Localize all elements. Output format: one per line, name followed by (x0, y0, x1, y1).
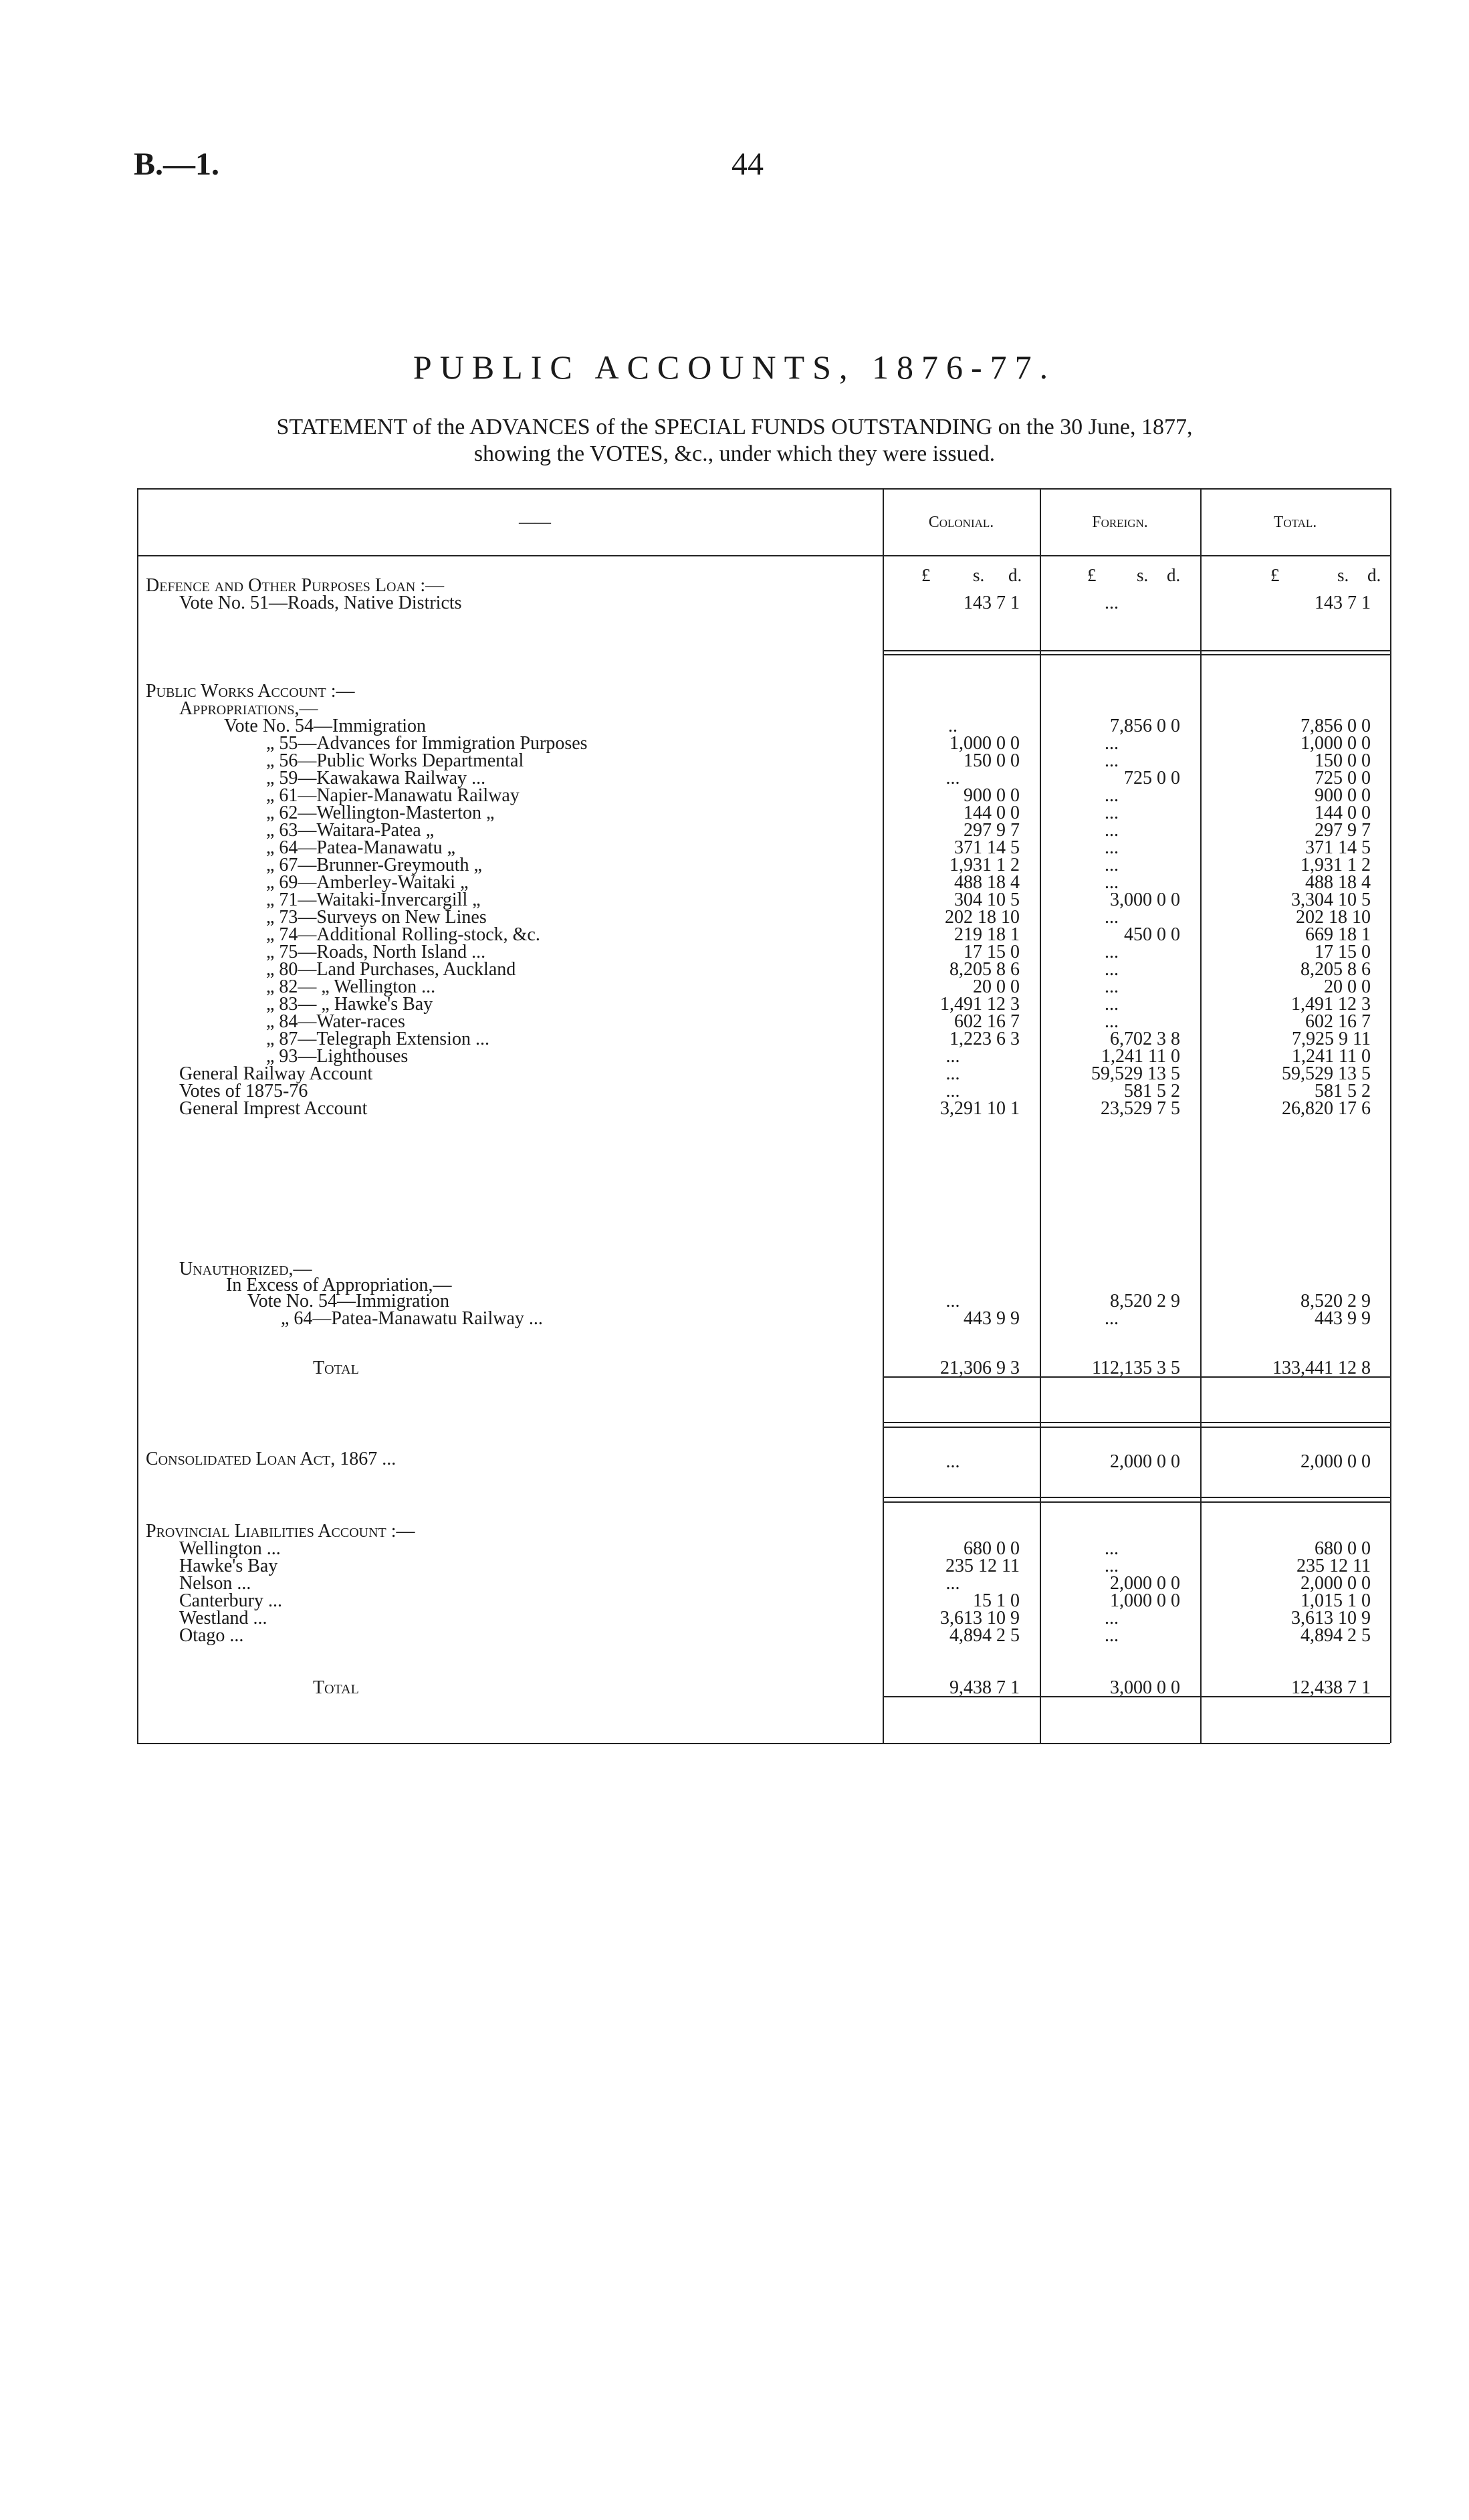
cell-colonial: 443 9 9 (964, 1308, 1020, 1329)
col-total: Total. (1273, 514, 1317, 531)
cell-foreign: 1,241 11 0 (1101, 1046, 1180, 1067)
row-label: „ 87—Telegraph Extension ... (266, 1029, 489, 1049)
cell-colonial: 202 18 10 (945, 907, 1020, 928)
cell-total: 144 0 0 (1315, 803, 1371, 823)
cell-foreign: 7,856 0 0 (1110, 716, 1180, 736)
cell-total: 4,894 2 5 (1301, 1625, 1371, 1646)
cell-colonial: ... (945, 1291, 960, 1311)
unit-pound: £ (1270, 565, 1280, 585)
row-label: General Imprest Account (179, 1098, 368, 1119)
cell-total: 1,491 12 3 (1291, 994, 1371, 1015)
page-number: 44 (731, 146, 764, 182)
cell-total: 7,925 9 11 (1292, 1029, 1371, 1049)
table-row (0, 1677, 1469, 1699)
cell-foreign: ... (1105, 942, 1119, 962)
cell-foreign: ... (1105, 837, 1119, 858)
cell-colonial: 144 0 0 (964, 803, 1020, 823)
cell-total: 2,000 0 0 (1301, 1451, 1371, 1472)
cell-foreign: ... (1105, 855, 1119, 875)
row-label: Hawke's Bay (179, 1556, 278, 1576)
cell-total: 17 15 0 (1315, 942, 1371, 962)
unit-shilling: s. (973, 565, 985, 585)
cell-total: 371 14 5 (1305, 837, 1371, 858)
cell-foreign: ... (1105, 750, 1119, 771)
cell-colonial: 235 12 11 (945, 1556, 1020, 1576)
cell-total: 297 9 7 (1315, 820, 1371, 841)
cell-colonial: 488 18 4 (954, 872, 1020, 893)
cell-total: 26,820 17 6 (1282, 1098, 1371, 1119)
cell-total: 12,438 7 1 (1291, 1677, 1371, 1698)
row-label: Nelson ... (179, 1573, 251, 1594)
cell-foreign: ... (1105, 593, 1119, 613)
row-label: „ 82— „ Wellington ... (266, 976, 436, 997)
cell-foreign: 725 0 0 (1124, 768, 1180, 789)
row-label: „ 55—Advances for Immigration Purposes (266, 733, 588, 754)
cell-colonial: 17 15 0 (964, 942, 1020, 962)
row-label: „ 71—Waitaki-Invercargill „ (266, 889, 481, 910)
row-label: Votes of 1875-76 (179, 1081, 308, 1101)
cell-colonial: 9,438 7 1 (949, 1677, 1020, 1698)
page-title: PUBLIC ACCOUNTS, 1876-77. (413, 348, 1056, 386)
cell-foreign: ... (1105, 803, 1119, 823)
row-label: „ 93—Lighthouses (266, 1046, 409, 1067)
cell-total: 202 18 10 (1296, 907, 1371, 928)
cell-total: 143 7 1 (1315, 593, 1371, 613)
cell-foreign: ... (1105, 994, 1119, 1015)
row-label: „ 62—Wellington-Masterton „ (266, 803, 495, 823)
row-label: „ 75—Roads, North Island ... (266, 942, 486, 962)
cell-foreign: ... (1105, 1011, 1119, 1032)
cell-total: 1,241 11 0 (1292, 1046, 1371, 1067)
table-row (0, 1358, 1469, 1379)
cell-total: 443 9 9 (1315, 1308, 1371, 1329)
cell-total: 20 0 0 (1324, 976, 1371, 997)
cell-foreign: 2,000 0 0 (1110, 1451, 1180, 1472)
cell-colonial: .. (948, 716, 957, 736)
table-row (0, 593, 1469, 614)
row-label: Westland ... (179, 1608, 267, 1629)
cell-colonial: 304 10 5 (954, 889, 1020, 910)
cell-total: 150 0 0 (1315, 750, 1371, 771)
row-label: „ 61—Napier-Manawatu Railway (266, 785, 520, 806)
cell-colonial: 15 1 0 (973, 1590, 1020, 1611)
cell-foreign: 112,135 3 5 (1092, 1358, 1180, 1378)
cell-colonial: 8,205 8 6 (949, 959, 1020, 980)
cell-colonial: 900 0 0 (964, 785, 1020, 806)
cell-colonial: 4,894 2 5 (949, 1625, 1020, 1646)
section-heading: Appropriations,— (179, 698, 318, 719)
cell-total: 602 16 7 (1305, 1011, 1371, 1032)
cell-colonial: 3,291 10 1 (940, 1098, 1020, 1119)
cell-foreign: ... (1105, 1308, 1119, 1329)
cell-colonial: ... (945, 1573, 960, 1594)
cell-foreign: 6,702 3 8 (1110, 1029, 1180, 1049)
col-foreign: Foreign. (1092, 514, 1148, 531)
row-label: „ 80—Land Purchases, Auckland (266, 959, 516, 980)
row-label: „ 63—Waitara-Patea „ (266, 820, 435, 841)
cell-foreign: 2,000 0 0 (1110, 1573, 1180, 1594)
row-label: „ 56—Public Works Departmental (266, 750, 524, 771)
unit-pound: £ (1087, 565, 1097, 585)
row-label: „ 67—Brunner-Greymouth „ (266, 855, 482, 875)
table-row (0, 1625, 1469, 1647)
cell-total: 235 12 11 (1296, 1556, 1371, 1576)
cell-colonial: 1,223 6 3 (949, 1029, 1020, 1049)
row-label: „ 73—Surveys on New Lines (266, 907, 487, 928)
row-label: „ 64—Patea-Manawatu „ (266, 837, 455, 858)
cell-total: 1,931 1 2 (1301, 855, 1371, 875)
subtitle-line-1: STATEMENT of the ADVANCES of the SPECIAL FUNDS OUTSTANDING on the 30 June, 1877, (276, 415, 1193, 439)
section-heading: Public Works Account :— (146, 681, 355, 702)
row-label: „ 83— „ Hawke's Bay (266, 994, 433, 1015)
row-label: „ 84—Water-races (266, 1011, 405, 1032)
cell-colonial: ... (945, 1081, 960, 1101)
cell-colonial: 21,306 9 3 (940, 1358, 1020, 1378)
cell-total: 7,856 0 0 (1301, 716, 1371, 736)
row-label: Canterbury ... (179, 1590, 282, 1611)
cell-colonial: 1,000 0 0 (949, 733, 1020, 754)
cell-colonial: 150 0 0 (964, 750, 1020, 771)
cell-total: 900 0 0 (1315, 785, 1371, 806)
row-label: „ 64—Patea-Manawatu Railway ... (281, 1308, 543, 1329)
unit-pence: d. (1008, 565, 1022, 585)
cell-colonial: 20 0 0 (973, 976, 1020, 997)
cell-foreign: ... (1105, 1608, 1119, 1629)
unit-pence: d. (1367, 565, 1381, 585)
cell-total: 1,000 0 0 (1301, 733, 1371, 754)
row-label: Vote No. 54—Immigration (224, 716, 427, 736)
cell-colonial: ... (945, 768, 960, 789)
cell-foreign: ... (1105, 907, 1119, 928)
cell-total: 133,441 12 8 (1272, 1358, 1371, 1378)
cell-colonial: ... (945, 1063, 960, 1084)
cell-foreign: ... (1105, 733, 1119, 754)
cell-total: 581 5 2 (1315, 1081, 1371, 1101)
row-label: General Railway Account (179, 1063, 373, 1084)
cell-colonial: ... (945, 1451, 960, 1472)
row-label: Vote No. 54—Immigration (247, 1291, 450, 1311)
cell-foreign: ... (1105, 976, 1119, 997)
cell-colonial: ... (945, 1046, 960, 1067)
cell-total: 2,000 0 0 (1301, 1573, 1371, 1594)
row-label: Vote No. 51—Roads, Native Districts (179, 593, 462, 613)
cell-total: 680 0 0 (1315, 1538, 1371, 1559)
cell-total: 8,205 8 6 (1301, 959, 1371, 980)
cell-foreign: ... (1105, 959, 1119, 980)
cell-colonial: 602 16 7 (954, 1011, 1020, 1032)
table-row (0, 1098, 1469, 1120)
section-heading: Defence and Other Purposes Loan :— (146, 575, 445, 596)
cell-total: 725 0 0 (1315, 768, 1371, 789)
cell-foreign: 8,520 2 9 (1110, 1291, 1180, 1311)
cell-foreign: 450 0 0 (1124, 924, 1180, 945)
header-code: B.—1. (134, 146, 220, 182)
cell-colonial: 219 18 1 (954, 924, 1020, 945)
cell-foreign: 3,000 0 0 (1110, 889, 1180, 910)
cell-foreign: ... (1105, 1538, 1119, 1559)
table-row (0, 1451, 1469, 1473)
cell-foreign: 581 5 2 (1124, 1081, 1180, 1101)
cell-colonial: 143 7 1 (964, 593, 1020, 613)
table-row (0, 1308, 1469, 1330)
row-label: Wellington ... (179, 1538, 281, 1559)
cell-total: 488 18 4 (1305, 872, 1371, 893)
unit-shilling: s. (1337, 565, 1349, 585)
cell-colonial: 3,613 10 9 (940, 1608, 1020, 1629)
row-label: Otago ... (179, 1625, 244, 1646)
row-label: „ 74—Additional Rolling-stock, &c. (266, 924, 540, 945)
cell-total: 3,613 10 9 (1291, 1608, 1371, 1629)
cell-foreign: 59,529 13 5 (1091, 1063, 1180, 1084)
cell-colonial: 680 0 0 (964, 1538, 1020, 1559)
cell-foreign: 1,000 0 0 (1110, 1590, 1180, 1611)
row-label: „ 59—Kawakawa Railway ... (266, 768, 486, 789)
unit-pence: d. (1167, 565, 1181, 585)
row-label: „ 69—Amberley-Waitaki „ (266, 872, 469, 893)
cell-foreign: 23,529 7 5 (1101, 1098, 1180, 1119)
cell-foreign: ... (1105, 785, 1119, 806)
cell-foreign: 3,000 0 0 (1110, 1677, 1180, 1698)
cell-foreign: ... (1105, 820, 1119, 841)
cell-colonial: 1,931 1 2 (949, 855, 1020, 875)
cell-colonial: 297 9 7 (964, 820, 1020, 841)
cell-colonial: 371 14 5 (954, 837, 1020, 858)
subtitle-line-2: showing the VOTES, &c., under which they were issued. (473, 441, 996, 466)
col-colonial: Colonial. (928, 514, 994, 531)
cell-total: 8,520 2 9 (1301, 1291, 1371, 1311)
unit-shilling: s. (1137, 565, 1149, 585)
cell-foreign: ... (1105, 1556, 1119, 1576)
cell-total: 59,529 13 5 (1282, 1063, 1371, 1084)
cell-colonial: 1,491 12 3 (940, 994, 1020, 1015)
first-header: —— (519, 514, 551, 531)
cell-foreign: ... (1105, 872, 1119, 893)
section-heading: Provincial Liabilities Account :— (146, 1521, 415, 1542)
cell-total: 3,304 10 5 (1291, 889, 1371, 910)
unit-pound: £ (921, 565, 931, 585)
cell-foreign: ... (1105, 1625, 1119, 1646)
cell-total: 1,015 1 0 (1301, 1590, 1371, 1611)
section-heading: Consolidated Loan Act, 1867 ... (146, 1449, 397, 1469)
section-heading: In Excess of Appropriation,— (226, 1275, 452, 1295)
section-heading: Unauthorized,— (179, 1259, 312, 1279)
cell-total: 669 18 1 (1305, 924, 1371, 945)
row-label: Total (313, 1677, 359, 1698)
row-label: Total (313, 1358, 359, 1378)
